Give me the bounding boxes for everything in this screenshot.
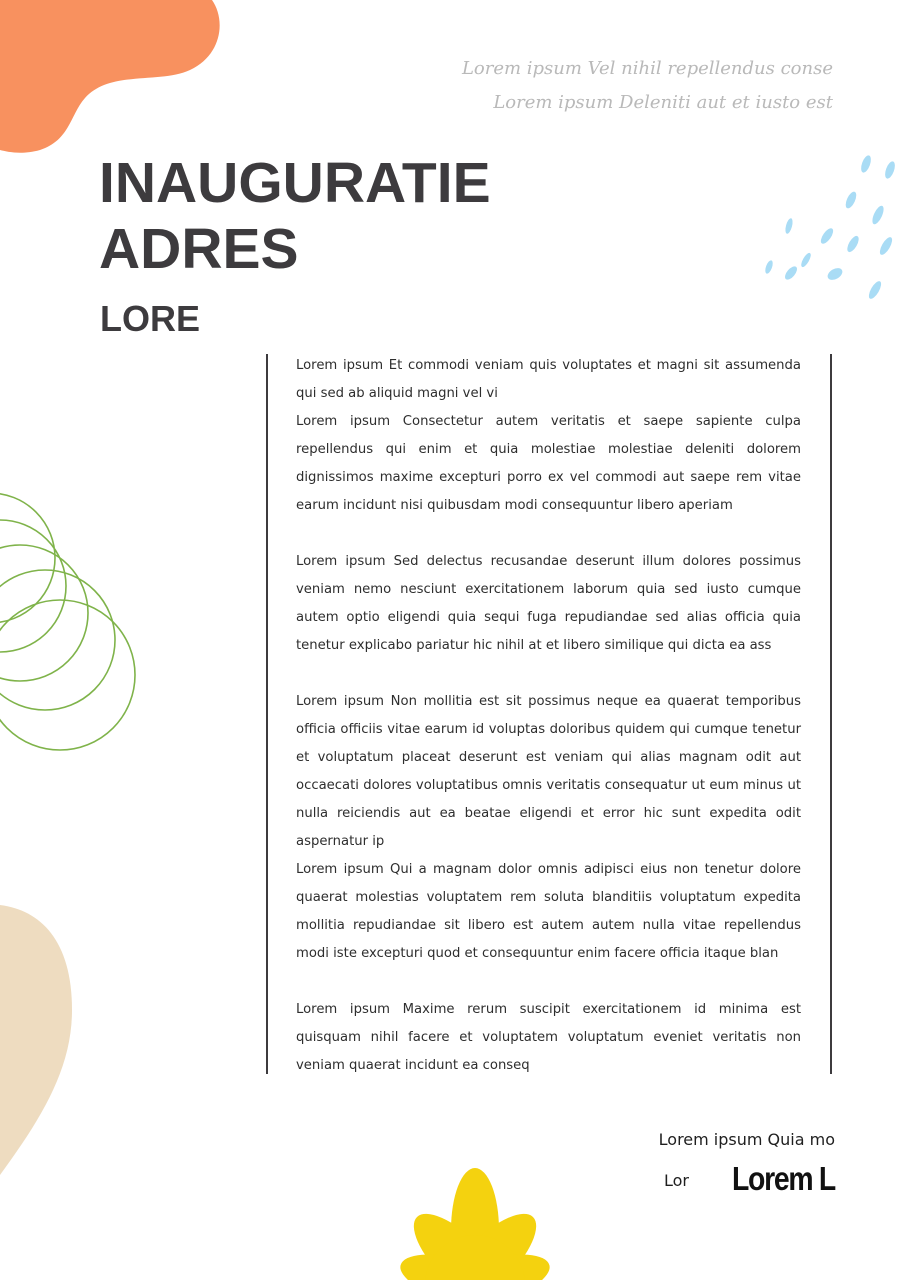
footer-signature: Lorem L xyxy=(732,1160,835,1197)
title-line-2: ADRES xyxy=(99,217,299,281)
right-vertical-rule xyxy=(830,354,832,1074)
body-paragraph-6: Lorem ipsum Maxime rerum suscipit exercitationem id minima est quisquam nihil facere et voluptatem voluptatum eveniet veritatis non veniam quaerat incidunt ea conseq xyxy=(296,1002,801,1073)
title-line-1: INAUGURATIE xyxy=(99,151,491,215)
green-circles-decoration xyxy=(0,490,170,760)
page-title xyxy=(99,150,491,282)
body-paragraph-2: Lorem ipsum Consectetur autem veritatis et saepe sapiente culpa repellendus qui enim et quia molestiae molestiae deleniti dolorem dignissimos maxime excepturi porro ex vel commodi aut saepe rem vitae earum incidunt nisi quibusdam modi consequuntur libero aperiam xyxy=(296,414,801,513)
beige-blob-decoration xyxy=(0,900,80,1180)
body-paragraph-1: Lorem ipsum Et commodi veniam quis voluptates et magni sit assumenda qui sed ab aliquid magni vel vi xyxy=(296,358,801,401)
paragraph-gap xyxy=(296,520,801,548)
body-text xyxy=(296,352,801,1080)
body-paragraph-4: Lorem ipsum Non mollitia est sit possimus neque ea quaerat temporibus officia officiis vitae earum id voluptas doloribus quidem qui cumque tenetur et voluptatum placeat deserunt est veniam qui alias magnam odit aut occaecati dolores voluptatibus omnis veritatis consequatur ut eum minus ut nulla reiciendis aut ea beatae eligendi et error hic sunt expedita odit aspernatur ip xyxy=(296,694,801,849)
title-subheading: LORE xyxy=(100,298,201,339)
paragraph-gap xyxy=(296,660,801,688)
orange-blob-decoration xyxy=(0,0,225,160)
body-paragraph-3: Lorem ipsum Sed delectus recusandae deserunt illum dolores possimus veniam nemo nesciunt exercitationem laborum quia sed iusto cumque autem optio eligendi quia sequi fuga repudiandae sed alias officia quia tenetur explicabo pariatur hic nihil at et libero similique qui dicta ea ass xyxy=(296,554,801,653)
footer-small-label: Lor xyxy=(664,1171,689,1190)
body-paragraph-5: Lorem ipsum Qui a magnam dolor omnis adipisci eius non tenetur dolore quaerat molestias voluptatem rem soluta blanditiis voluptatum expedita mollitia repudiandae sit libero est autem autem nulla vitae repellendus modi iste excepturi quod et consequuntur enim facere officia itaque blan xyxy=(296,862,801,961)
paragraph-gap xyxy=(296,968,801,996)
footer-line: Lorem ipsum Quia mo xyxy=(658,1130,835,1149)
left-vertical-rule xyxy=(266,354,268,1074)
yellow-flower-decoration xyxy=(360,1160,590,1280)
blue-drops-decoration xyxy=(755,150,905,310)
header-subtitle-2: Lorem ipsum Deleniti aut et iusto est xyxy=(493,92,833,113)
header-subtitle-1: Lorem ipsum Vel nihil repellendus conse xyxy=(461,58,833,79)
